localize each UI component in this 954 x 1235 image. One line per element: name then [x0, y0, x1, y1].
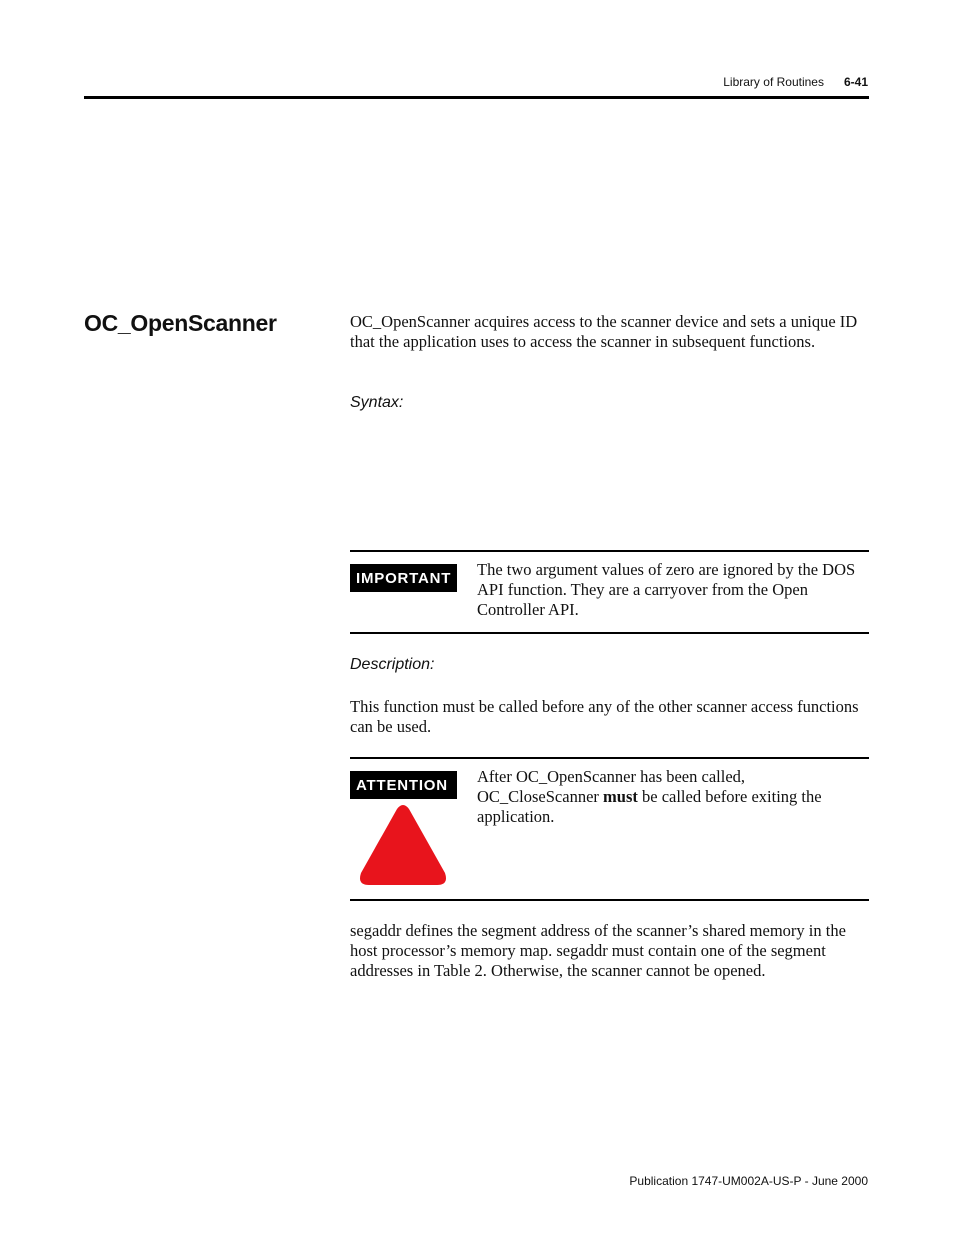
segaddr-paragraph: segaddr defines the segment address of the scanner’s shared memory in the host processor’s memory map. segaddr must contain one of the segment addresses in Table 2. Otherwise, the scanner cannot be opened.	[350, 921, 846, 980]
attention-text-before: After OC_OpenScanner has been called, OC_CloseScanner	[477, 767, 746, 806]
attention-top-rule	[350, 757, 869, 759]
important-tag: IMPORTANT	[350, 564, 457, 592]
attention-text-after: be called before exiting the application.	[477, 787, 822, 826]
section-title: OC_OpenScanner	[84, 310, 277, 336]
running-header-section: Library of Routines	[723, 75, 824, 89]
important-top-rule	[350, 550, 869, 552]
important-text: The two argument values of zero are ignored by the DOS API function. They are a carryover from the Open Controller API.	[477, 560, 856, 619]
running-header	[600, 75, 868, 89]
warning-triangle-shape	[360, 805, 446, 885]
header-rule	[84, 96, 869, 99]
important-bottom-rule	[350, 632, 869, 634]
attention-tag: ATTENTION	[350, 771, 457, 799]
warning-triangle-icon	[358, 803, 448, 887]
description-paragraph: This function must be called before any of the other scanner access functions can be used.	[350, 697, 859, 736]
attention-bottom-rule	[350, 899, 869, 901]
description-label: Description:	[350, 656, 435, 673]
attention-text	[477, 767, 869, 827]
syntax-label: Syntax:	[350, 394, 404, 411]
intro-paragraph: OC_OpenScanner acquires access to the scanner device and sets a unique ID that the application uses to access the scanner in subsequent functions.	[350, 312, 858, 351]
attention-emphasis: must	[603, 787, 638, 806]
page-number: 6-41	[843, 75, 868, 89]
publication-footer: Publication 1747-UM002A-US-P - June 2000	[629, 1174, 868, 1188]
